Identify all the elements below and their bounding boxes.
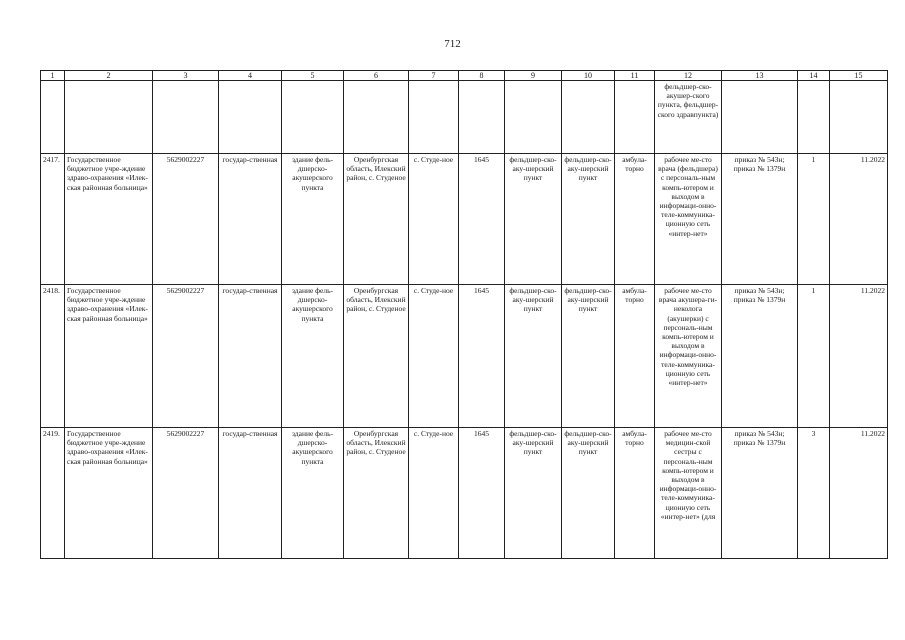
address-cell: Оренбургская область, Илекский район, с. Студеное	[344, 428, 409, 559]
count-cell: 3	[798, 428, 830, 559]
table-row	[41, 428, 888, 559]
building-cell: здание фель-дшерско-акушерского пункта	[282, 285, 344, 428]
column-header: 5	[282, 71, 344, 81]
page-number: 712	[444, 38, 461, 50]
ownership-cell: государ-ственная	[219, 428, 282, 559]
order-cell: приказ № 543н; приказ № 1379н	[722, 154, 798, 285]
table-row	[41, 154, 888, 285]
column-header: 12	[655, 71, 722, 81]
care-type-cell: амбула-торно	[615, 285, 655, 428]
workplace-cell: рабочее ме-сто врача (фельдшера) с персональ-ным компь-ютером и выходом в информаци-онно-теле-коммуника-ционную сеть «интер-нет»	[655, 154, 722, 285]
organization-cell: Государственное бюджетное учре-ждение здраво-охранения «Илек-ская районная больница»	[65, 428, 153, 559]
column-header: 6	[344, 71, 409, 81]
unit-name-cell: фельдшер-ско-аку-шерский пункт	[562, 285, 615, 428]
building-cell: здание фель-дшерско-акушерского пункта	[282, 154, 344, 285]
ownership-cell: государ-ственная	[219, 285, 282, 428]
unit-type-cell: фельдшер-ско-аку-шерский пункт	[505, 285, 562, 428]
column-header: 2	[65, 71, 153, 81]
building-cell: здание фель-дшерско-акушерского пункта	[282, 428, 344, 559]
code-cell: 1645	[459, 154, 505, 285]
column-header: 14	[798, 71, 830, 81]
column-header: 7	[409, 71, 459, 81]
table-row-continuation	[41, 81, 888, 154]
column-header: 11	[615, 71, 655, 81]
locality-cell: с. Студе-ное	[409, 428, 459, 559]
locality-cell: с. Студе-ное	[409, 154, 459, 285]
address-cell: Оренбургская область, Илекский район, с. Студеное	[344, 154, 409, 285]
header-row	[41, 71, 888, 81]
column-header: 15	[830, 71, 888, 81]
inn-cell: 5629002227	[153, 285, 219, 428]
column-header: 10	[562, 71, 615, 81]
row-number: 2419.	[41, 428, 65, 559]
code-cell: 1645	[459, 428, 505, 559]
table-row	[41, 285, 888, 428]
unit-type-cell: фельдшер-ско-аку-шерский пункт	[505, 428, 562, 559]
date-cell: 11.2022	[830, 428, 888, 559]
registry-table	[40, 70, 888, 559]
date-cell: 11.2022	[830, 154, 888, 285]
count-cell: 1	[798, 154, 830, 285]
locality-cell: с. Студе-ное	[409, 285, 459, 428]
workplace-cell: рабочее ме-сто медицин-ской сестры с персональ-ным компь-ютером и выходом в информаци-онно-теле-коммуника-ционную сеть «интер-нет» (для	[655, 428, 722, 559]
column-header: 9	[505, 71, 562, 81]
address-cell: Оренбургская область, Илекский район, с. Студеное	[344, 285, 409, 428]
column-header: 13	[722, 71, 798, 81]
column-header: 4	[219, 71, 282, 81]
care-type-cell: амбула-торно	[615, 154, 655, 285]
unit-name-cell: фельдшер-ско-аку-шерский пункт	[562, 428, 615, 559]
unit-type-cell: фельдшер-ско-аку-шерский пункт	[505, 154, 562, 285]
care-type-cell: амбула-торно	[615, 428, 655, 559]
organization-cell: Государственное бюджетное учре-ждение здраво-охранения «Илек-ская районная больница»	[65, 154, 153, 285]
row-number: 2418.	[41, 285, 65, 428]
inn-cell: 5629002227	[153, 154, 219, 285]
date-cell: 11.2022	[830, 285, 888, 428]
organization-cell: Государственное бюджетное учре-ждение здраво-охранения «Илек-ская районная больница»	[65, 285, 153, 428]
order-cell: приказ № 543н; приказ № 1379н	[722, 285, 798, 428]
inn-cell: 5629002227	[153, 428, 219, 559]
row-number: 2417.	[41, 154, 65, 285]
count-cell: 1	[798, 285, 830, 428]
workplace-cell: рабочее ме-сто врача акушера-ги-неколога (акушерки) с персональ-ным компь-ютером и выходом в информаци-онно-теле-коммуника-ционную сеть «интер-нет»	[655, 285, 722, 428]
order-cell: приказ № 543н; приказ № 1379н	[722, 428, 798, 559]
ownership-cell: государ-ственная	[219, 154, 282, 285]
column-header: 8	[459, 71, 505, 81]
column-header: 1	[41, 71, 65, 81]
code-cell: 1645	[459, 285, 505, 428]
unit-name-cell: фельдшер-ско-аку-шерский пункт	[562, 154, 615, 285]
column-header: 3	[153, 71, 219, 81]
workplace-cell: фельдшер-ско-акушер-ского пункта, фельдшер-ского здравпункта)	[655, 81, 722, 154]
